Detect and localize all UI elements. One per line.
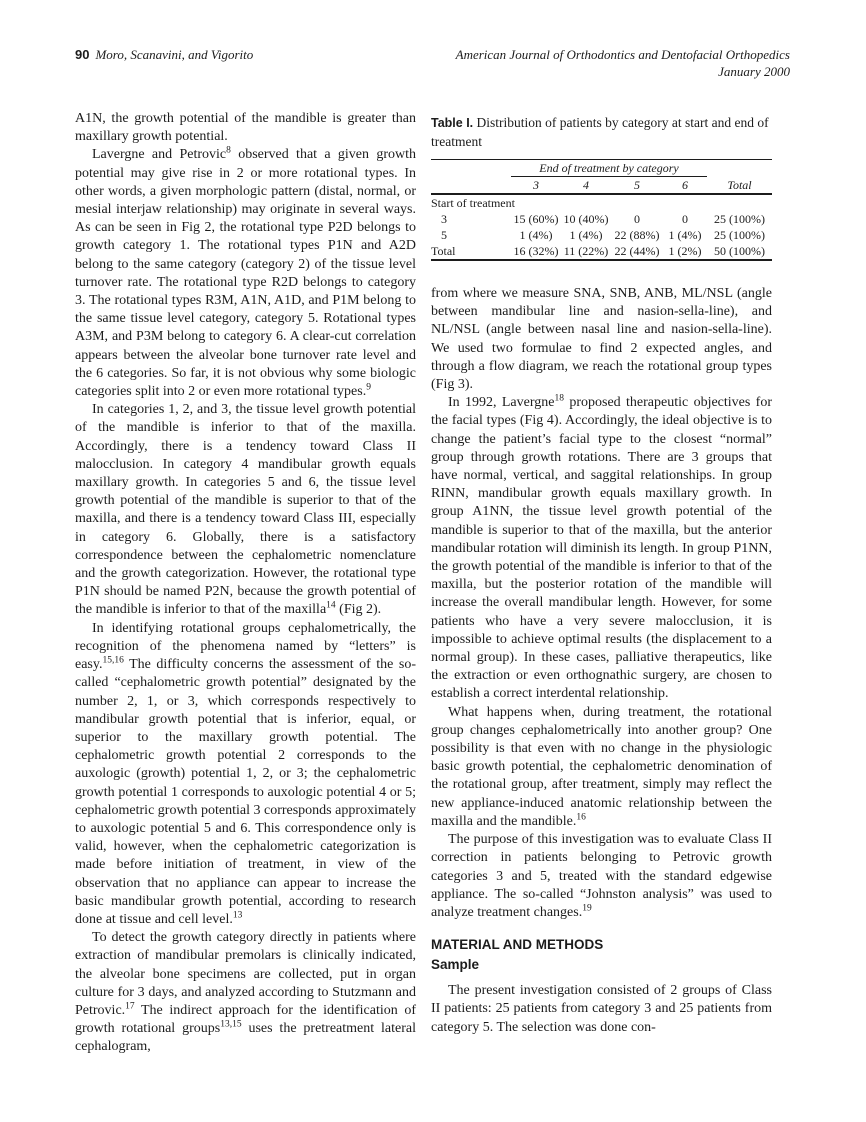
table-cell: 1 (4%) <box>519 228 553 242</box>
table-cell: 1 (4%) <box>569 228 603 242</box>
table-cell: 11 (22%) <box>563 244 609 258</box>
table-corner-cell <box>431 177 511 195</box>
right-column <box>431 110 772 1037</box>
paragraph: A1N, the growth potential of the mandible is greater than maxillary growth potential. <box>75 111 416 145</box>
page-number: 90 <box>75 47 90 62</box>
left-column <box>75 110 416 1057</box>
running-authors: Moro, Scanavini, and Vigorito <box>95 47 254 62</box>
running-header-left <box>75 46 253 63</box>
table-i <box>431 114 772 261</box>
table-cell: 10 (40%) <box>563 212 609 226</box>
table-bottom-rule <box>431 260 772 261</box>
table-column-header-row <box>431 177 772 195</box>
table-section-row <box>431 194 772 211</box>
paragraph: from where we measure SNA, SNB, ANB, ML/NSL (angle between mandibular line and nasion-sella-line), and NL/NSL (angle between nasal line and nasion-sella-line). We used two formulae to find 2 expected angles, and through a flow diagram, we reach the rotational group types (Fig 3). <box>431 286 772 393</box>
table-row <box>431 243 772 260</box>
table-label: Table I. <box>431 116 474 130</box>
column-header-5: 5 <box>611 177 663 195</box>
table-section-label: Start of treatment <box>431 196 515 210</box>
paragraph: In identifying rotational groups cephalometrically, the recognition of the phenomena named by “letters” is easy.$^{15,16}$ The difficulty concerns the assessment of the so-called “cephalometric growth potential” designated by the number 2, 1, or 3, which corresponds respectively to mandibular growth potential that is inferior, equal, or superior to the maxillary growth potential. The cephalometric growth potential 2 corresponds to the auxologic (growth) potential 1, 2, or 3; the cephalometric growth potential 1 corresponds to auxologic potential 4 or 5; cephalometric growth potential 3 corresponds approximately to auxologic potential 5 and 6. This correspondence only is valid, however, when the cephalometric categorization is made before initiation of treatment, in view of the observation that no appliance can appear to increase the basic mandibular growth potential, according to research done at tissue and cell level.$^{13}$ <box>75 620 416 927</box>
table-cell: 25 (100%) <box>714 212 765 226</box>
paragraph: What happens when, during treatment, the rotational group changes cephalometrically into another group? One possibility is that even with no change in the physiologic basic growth potential, the cephalometric denomination of the rotational group, after treatment, simply may reflect the new appliance-induced anatomic relationship between the maxilla and the mandible.$^{16}$ <box>431 704 772 829</box>
table-caption <box>431 114 772 150</box>
table-cell: 1 (2%) <box>668 244 702 258</box>
table-span-header: End of treatment by category <box>511 160 707 177</box>
paragraph: In 1992, Lavergne$^{18}$ proposed therapeutic objectives for the facial types (Fig 4). Accordingly, the ideal objective is to change the patient’s facial type to the closest “normal” group through growth rotations. There are 3 groups that have normal, vertical, and saggital relationships. In group RINN, mandibular growth equals maxillary growth. In group A1NN, the tissue level growth potential of the mandible is superior to that of the maxilla, but the anterior mandibular rotation will diminish its length. In group P1NN, the growth potential of the mandible is inferior to that of the maxilla, but the posterior rotation of the mandible will increase the overall mandibular length. However, for some patients who have a very severe malocclusion, it is impossible to achieve optimal results (the displacement to a normal group). In these cases, palliative therapeutics, like the extraction or even orthognathic surgery, are chosen to establish a correct interdental relationship. <box>431 393 773 702</box>
table-cell: 22 (88%) <box>614 228 660 242</box>
table-corner-cell <box>431 160 511 177</box>
table-cell: 22 (44%) <box>614 244 660 258</box>
table-cell: 0 <box>682 212 688 226</box>
column-header-3: 3 <box>511 177 561 195</box>
table-i-grid <box>431 159 772 261</box>
journal-title: American Journal of Orthodontics and Dentofacial Orthopedics <box>455 47 790 62</box>
table-row <box>431 227 772 243</box>
row-label: 3 <box>441 212 447 226</box>
table-cell: 0 <box>634 212 640 226</box>
table-cell: 15 (60%) <box>513 212 559 226</box>
column-header-total: Total <box>707 177 772 195</box>
paragraph: To detect the growth category directly in patients where extraction of mandibular premolars is clinically indicated, the alveolar bone specimens are collected, put in organ culture for 3 days, and analyzed according to Stutzmann and Petrovic.$^{17}$ The indirect approach for the identification of growth rotational groups$^{13,15}$ uses the pretreatment lateral cephalogram, <box>75 930 416 1055</box>
table-span-header-spacer <box>707 160 772 177</box>
issue-date: January 2000 <box>718 64 790 79</box>
paragraph: In categories 1, 2, and 3, the tissue level growth potential of the mandible is inferior to that of the maxilla. Accordingly, there is a tendency toward Class II malocclusion. In category 4 mandibular growth equals maxillary growth. In categories 5 and 6, the tissue level growth potential of the mandible is superior to that of the maxilla, and there is a tendency toward Class III, especially in category 6. Globally, there is a satisfactory correspondence between the cephalometric nomenclature and the growth categorization. However, the rotational type P1N should be named P2N, because the growth potential of the mandible is inferior to that of the maxilla$^{14}$ (Fig 2). <box>75 402 416 618</box>
subsection-heading-sample: Sample <box>431 957 480 973</box>
running-header-right <box>456 46 790 80</box>
table-cell: 50 (100%) <box>714 244 765 258</box>
table-row <box>431 211 772 227</box>
row-label: Total <box>431 244 456 258</box>
column-header-6: 6 <box>663 177 707 195</box>
paragraph: The present investigation consisted of 2 groups of Class II patients: 25 patients from category 3 and 25 patients from category 5. The selection was done con- <box>431 983 772 1035</box>
table-cell: 25 (100%) <box>714 228 765 242</box>
running-header <box>75 46 790 80</box>
section-heading-material-and-methods: MATERIAL AND METHODS <box>431 937 604 953</box>
table-caption-text: Distribution of patients by category at start and end of treatment <box>431 115 769 149</box>
paragraph: The purpose of this investigation was to evaluate Class II correction in patients belonging to Petrovic growth categories 3 and 5, treated with the standard edgewise appliance. The so-called “Johnston analysis” was used to analyze treatment changes.$^{19}$ <box>431 832 772 920</box>
row-label: 5 <box>441 228 447 242</box>
paragraph: Lavergne and Petrovic$^8$ observed that a given growth potential may give rise in 2 or more rotational types. In other words, a given morphologic pattern (distal, normal, or mesial interjaw relationship) may originate in several ways. As can be seen in Fig 2, the rotational type P2D belongs to growth category 1. The rotational types P1N and A2D belong to the same category (category 2) of the tissue level turnover rate. The rotational type R2D belongs to category 3. The rotational types R3M, A1N, A1D, and P1M belong to the same tissue level category, category 5. Rotational types A3M, and P3M belong to category 6. A clear-cut correlation appears between the alveolar bone turnover rate level and the 6 categories. So far, it is not obvious why some biologic categories split into 2 or even more rotational types.$^9$ <box>75 145 416 400</box>
table-span-header-row <box>431 160 772 177</box>
column-header-4: 4 <box>561 177 611 195</box>
table-cell: 1 (4%) <box>668 228 702 242</box>
table-cell: 16 (32%) <box>513 244 559 258</box>
